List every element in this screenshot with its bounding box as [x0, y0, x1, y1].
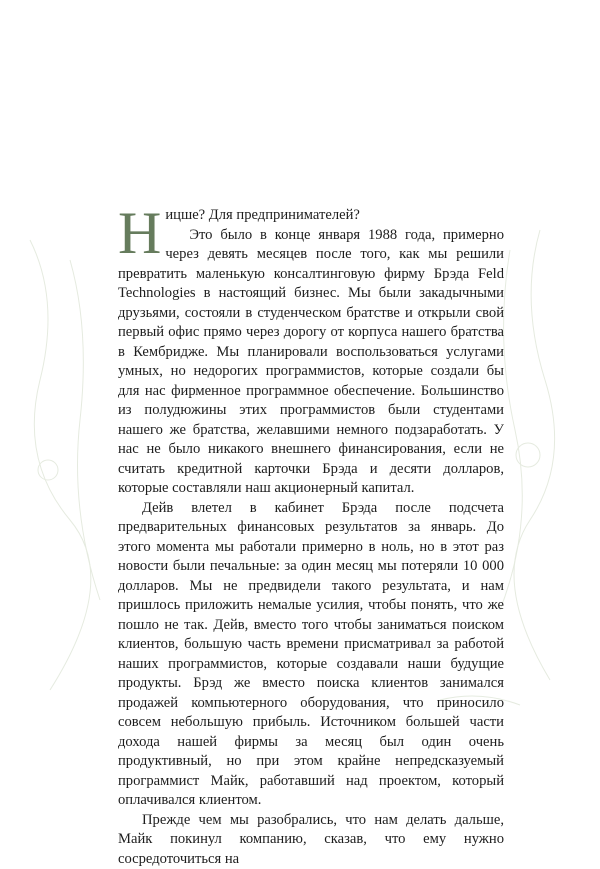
- paragraph-2: Дейв влетел в кабинет Брэда после подсчета предварительных финансовых результатов за январь. До этого момента мы работали примерно в ноль, но в этот раз новости были печальные: за один месяц мы потеряли 10 000 долларов. Мы не предвидели такого результата, и нам пришлось приложить немалые усилия, чтобы понять, что же пошло не так. Дейв, вместо того чтобы заниматься поиском клиентов, большую часть времени присматривал за работой наших программистов, которые создавали наши будущие продукты. Брэд же вместо поиска клиентов занимался продажей компьютерного оборудования, что приносило совсем небольшую прибыль. Источником большей части дохода нашей фирмы за месяц был один очень продуктивный, но при этом крайне непредсказуемый программист Майк, работавший над проектом, который оплачивался клиентом.: [118, 499, 504, 811]
- drop-cap-letter: Н: [118, 209, 161, 259]
- opening-line: ицше? Для предпринимателей?: [165, 207, 360, 223]
- opening-paragraph: [118, 206, 504, 226]
- chapter-text: [118, 206, 504, 869]
- paragraph-1: Это было в конце января 1988 года, примерно через девять месяцев после того, как мы решили превратить маленькую консалтинговую фирму Брэда Feld Technologies в настоящий бизнес. Мы были закадычными друзьями, состояли в студенческом братстве и открыли свой первый офис прямо через дорогу от корпуса нашего братства в Кембридже. Мы планировали воспользоваться услугами умных, но недорогих программистов, которые создали бы для нас фирменное программное обеспечение. Большинство из полудюжины этих программистов были студентами нашего же братства, желавшими немного подзаработать. У нас не было никакого внешнего финансирования, если не считать кредитной карточки Брэда и десяти долларов, которые составляли наш акционерный капитал.: [118, 226, 504, 499]
- paragraph-3: Прежде чем мы разобрались, что нам делать дальше, Майк покинул компанию, сказав, что ему нужно сосредоточиться на: [118, 811, 504, 869]
